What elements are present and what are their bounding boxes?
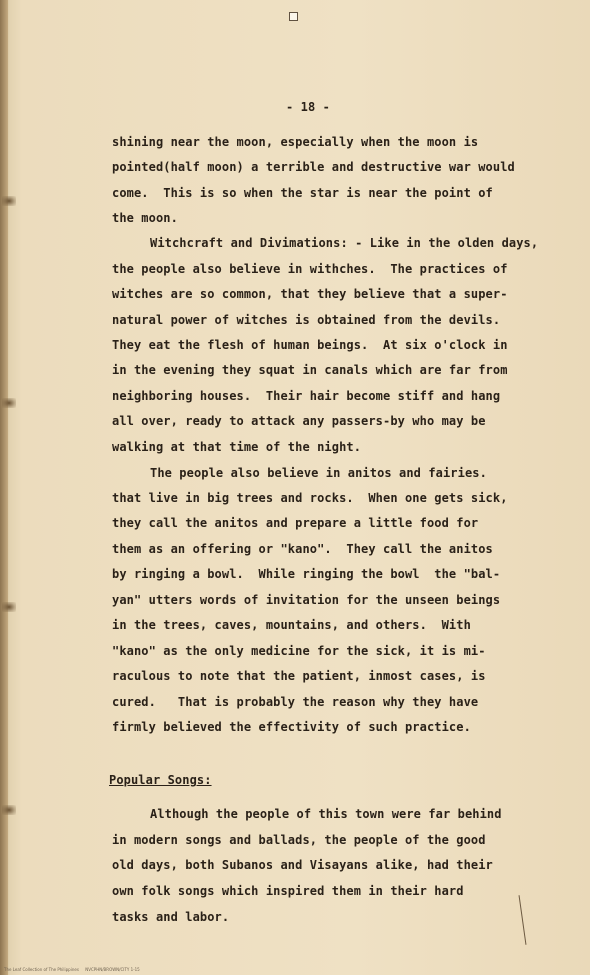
body-line: in the trees, caves, mountains, and others. With xyxy=(112,618,471,632)
body-line: "kano" as the only medicine for the sick, it is mi- xyxy=(112,644,486,658)
pen-mark xyxy=(519,895,527,945)
body-line: firmly believed the effectivity of such practice. xyxy=(112,720,471,734)
body-line: old days, both Subanos and Visayans alike, had their xyxy=(112,858,493,872)
body-line: by ringing a bowl. While ringing the bowl the "bal- xyxy=(112,567,501,581)
binding-mark xyxy=(2,398,16,408)
body-line: walking at that time of the night. xyxy=(112,440,362,454)
body-line: raculous to note that the patient, inmost cases, is xyxy=(112,669,486,683)
page-left-edge xyxy=(0,0,8,975)
body-line: Although the people of this town were far behind xyxy=(150,807,502,821)
body-line: in modern songs and ballads, the people of the good xyxy=(112,833,486,847)
body-line: Witchcraft and Divimations: - Like in the olden days, xyxy=(150,236,539,250)
body-line: that live in big trees and rocks. When one gets sick, xyxy=(112,491,508,505)
body-line: cured. That is probably the reason why they have xyxy=(112,695,479,709)
body-line: neighboring houses. Their hair become stiff and hang xyxy=(112,389,501,403)
page-number: - 18 - xyxy=(286,100,330,114)
body-line: all over, ready to attack any passers-by who may be xyxy=(112,414,486,428)
body-line: the people also believe in withches. The practices of xyxy=(112,262,508,276)
staple-icon xyxy=(289,12,298,21)
body-line: witches are so common, that they believe that a super- xyxy=(112,287,508,301)
binding-mark xyxy=(2,805,16,815)
body-line: they call the anitos and prepare a little food for xyxy=(112,516,479,530)
body-line: in the evening they squat in canals which are far from xyxy=(112,363,508,377)
section-heading: Popular Songs: xyxy=(109,773,212,787)
body-line: own folk songs which inspired them in their hard xyxy=(112,884,464,898)
archive-footer: The Leaf Collection of The Philippines NVCPHN/BROWN/CITY 1-15 xyxy=(4,967,140,972)
body-line: the moon. xyxy=(112,211,178,225)
body-line: The people also believe in anitos and fairies. xyxy=(150,466,487,480)
body-line: pointed(half moon) a terrible and destructive war would xyxy=(112,160,515,174)
binding-mark xyxy=(2,196,16,206)
body-line: shining near the moon, especially when the moon is xyxy=(112,135,479,149)
body-line: natural power of witches is obtained from the devils. xyxy=(112,313,501,327)
body-line: come. This is so when the star is near the point of xyxy=(112,186,493,200)
body-line: them as an offering or "kano". They call the anitos xyxy=(112,542,493,556)
body-line: They eat the flesh of human beings. At six o'clock in xyxy=(112,338,508,352)
body-line: tasks and labor. xyxy=(112,910,230,924)
body-line: yan" utters words of invitation for the unseen beings xyxy=(112,593,501,607)
binding-mark xyxy=(2,602,16,612)
